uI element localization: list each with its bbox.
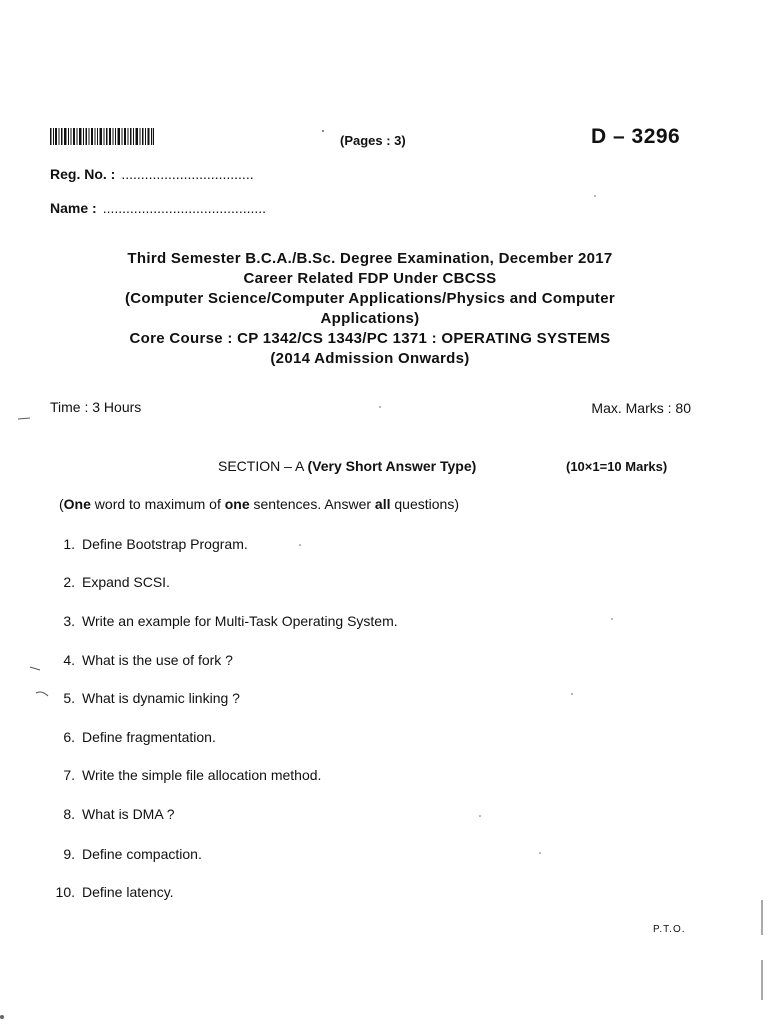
question-text: What is dynamic linking ? — [82, 690, 240, 706]
reg-no-field — [50, 166, 254, 182]
question-text: Define Bootstrap Program. — [82, 536, 248, 552]
title-line-5: Core Course : CP 1342/CS 1343/PC 1371 : OPERATING SYSTEMS — [129, 330, 611, 347]
max-marks: Max. Marks : 80 — [591, 400, 691, 416]
question-text: What is DMA ? — [82, 806, 175, 822]
question-item — [63, 536, 248, 552]
exam-duration: Time : 3 Hours — [50, 399, 142, 415]
question-text: Define fragmentation. — [82, 729, 216, 745]
question-item — [63, 574, 170, 590]
page-turn-note: P.T.O. — [653, 924, 686, 935]
pages-count: (Pages : 3) — [340, 133, 406, 148]
question-text: Write an example for Multi-Task Operating System. — [82, 613, 398, 629]
question-number: 3. — [63, 613, 75, 629]
barcode — [50, 128, 154, 145]
section-instruction — [59, 496, 459, 512]
question-number: 7. — [63, 767, 75, 783]
question-text: Write the simple file allocation method. — [82, 767, 322, 783]
question-item — [63, 613, 398, 629]
exam-title — [70, 249, 670, 369]
question-number: 1. — [63, 536, 75, 552]
instruction-emphasis: all — [374, 496, 391, 512]
question-item — [63, 846, 202, 862]
question-item — [63, 767, 322, 783]
section-marks: (10×1=10 Marks) — [566, 459, 668, 474]
section-heading — [218, 458, 476, 474]
question-text: Define compaction. — [82, 846, 202, 862]
reg-no-dots: .................................. — [121, 166, 254, 182]
question-number: 5. — [63, 690, 75, 706]
section-label: SECTION – A — [218, 458, 304, 474]
title-line-2: Career Related FDP Under CBCSS — [243, 270, 497, 287]
question-item — [55, 884, 174, 900]
question-number: 6. — [63, 729, 75, 745]
paper-code: D – 3296 — [591, 125, 681, 148]
reg-no-label: Reg. No. : — [50, 166, 116, 182]
name-dots: .......................................... — [102, 200, 267, 216]
question-item — [63, 806, 175, 822]
section-type: (Very Short Answer Type) — [307, 458, 477, 474]
instruction-part: word to maximum of — [90, 496, 225, 512]
instruction-part: ( — [59, 496, 64, 512]
name-field — [50, 200, 266, 216]
instruction-part: questions) — [390, 496, 459, 512]
question-number: 9. — [63, 846, 75, 862]
question-number: 2. — [63, 574, 75, 590]
question-text: What is the use of fork ? — [82, 652, 233, 668]
instruction-part: sentences. Answer — [249, 496, 375, 512]
instruction-emphasis: one — [224, 496, 250, 512]
question-item — [63, 729, 216, 745]
question-number: 4. — [63, 652, 75, 668]
question-text: Define latency. — [82, 884, 174, 900]
question-number: 10. — [55, 884, 75, 900]
title-line-6: (2014 Admission Onwards) — [270, 350, 470, 367]
title-line-1: Third Semester B.C.A./B.Sc. Degree Examination, December 2017 — [127, 250, 613, 267]
title-line-3: (Computer Science/Computer Applications/Physics and Computer — [124, 290, 616, 307]
name-label: Name : — [50, 200, 97, 216]
question-item — [63, 690, 240, 706]
instruction-emphasis: One — [63, 496, 91, 512]
question-text: Expand SCSI. — [82, 574, 170, 590]
question-number: 8. — [63, 806, 75, 822]
title-line-4: Applications) — [320, 310, 420, 327]
question-item — [63, 652, 233, 668]
